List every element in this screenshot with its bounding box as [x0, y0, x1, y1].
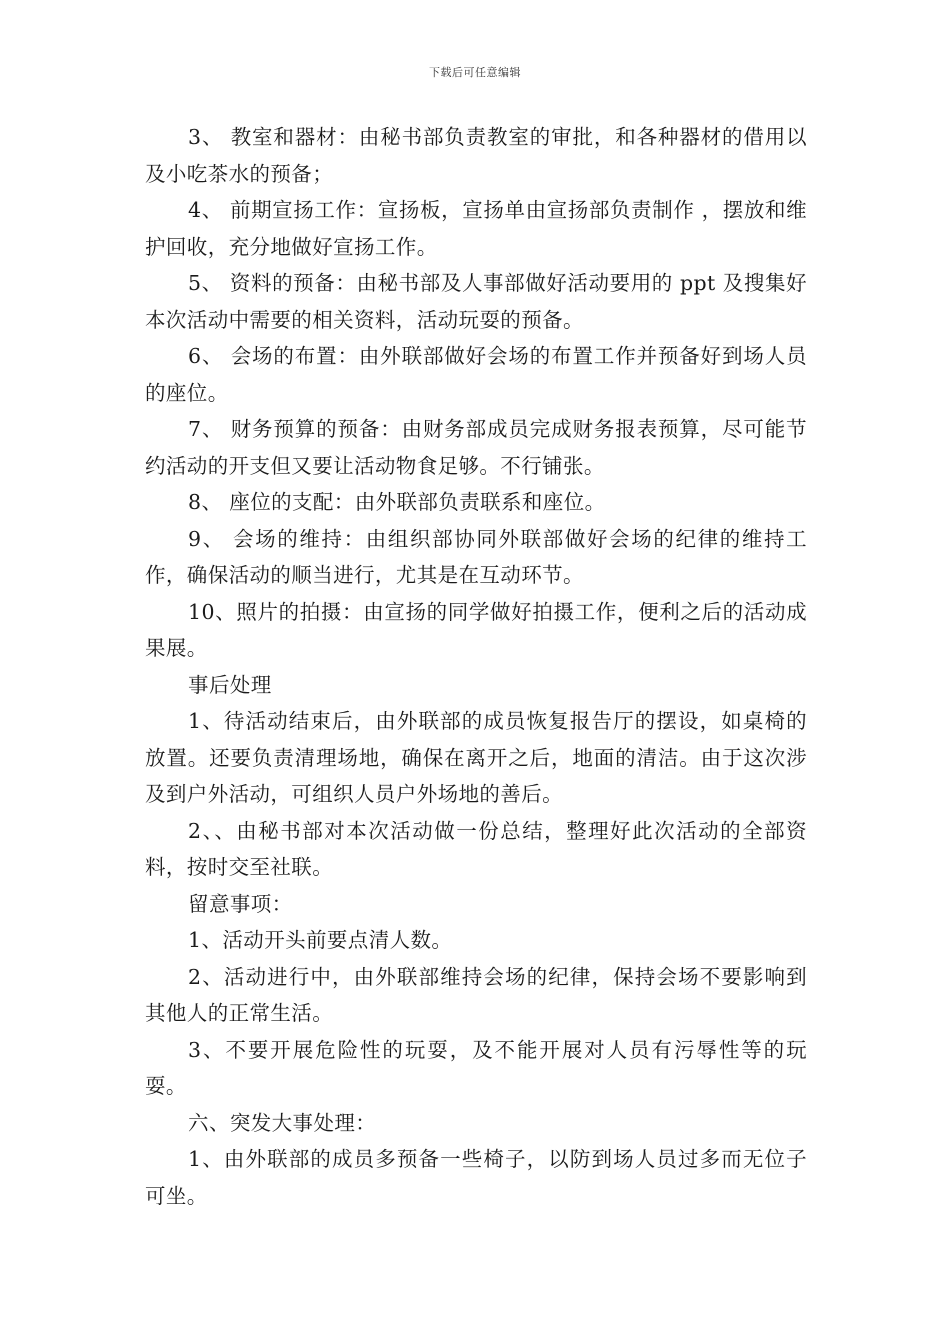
paragraph: 1、由外联部的成员多预备一些椅子，以防到场人员过多而无位子可坐。	[145, 1147, 807, 1208]
paragraph: 1、活动开头前要点清人数。	[188, 928, 453, 952]
document-body	[145, 119, 807, 1214]
section-heading: 六、突发大事处理：	[188, 1110, 377, 1135]
section-heading: 留意事项：	[188, 891, 293, 916]
paragraph: 3、不要开展危险性的玩耍，及不能开展对人员有污辱性等的玩耍。	[145, 1037, 807, 1098]
paragraph: 6、 会场的布置：由外联部做好会场的布置工作并预备好到场人员的座位。	[145, 344, 807, 405]
paragraph: 2、活动进行中，由外联部维持会场的纪律，保持会场不要影响到其他人的正常生活。	[145, 964, 807, 1025]
section-heading: 事后处理	[188, 672, 272, 697]
paragraph: 9、 会场的维持：由组织部协同外联部做好会场的纪律的维持工作，确保活动的顺当进行，尤其是在互动环节。	[145, 526, 807, 587]
paragraph: 2、、由秘书部对本次活动做一份总结，整理好此次活动的全部资料，按时交至社联。	[145, 818, 807, 879]
paragraph: 7、 财务预算的预备：由财务部成员完成财务报表预算，尽可能节约活动的开支但又要让活动物食足够。不行铺张。	[145, 417, 807, 478]
paragraph: 4、 前期宣扬工作：宣扬板，宣扬单由宣扬部负责制作 ，摆放和维护回收，充分地做好宣扬工作。	[145, 198, 807, 259]
paragraph: 8、 座位的支配：由外联部负责联系和座位。	[188, 490, 606, 514]
paragraph: 1、待活动结束后，由外联部的成员恢复报告厅的摆设，如桌椅的放置。还要负责清理场地，确保在离开之后，地面的清洁。由于这次涉及到户外活动，可组织人员户外场地的善后。	[145, 709, 807, 806]
paragraph: 10、照片的拍摄：由宣扬的同学做好拍摄工作，便利之后的活动成果展。	[145, 599, 807, 660]
page-header: 下载后可任意编辑	[429, 66, 521, 79]
paragraph: 3、 教室和器材：由秘书部负责教室的审批，和各种器材的借用以及小吃茶水的预备；	[145, 125, 807, 186]
paragraph: 5、 资料的预备：由秘书部及人事部做好活动要用的 ppt 及搜集好本次活动中需要的相关资料，活动玩耍的预备。	[145, 271, 807, 332]
